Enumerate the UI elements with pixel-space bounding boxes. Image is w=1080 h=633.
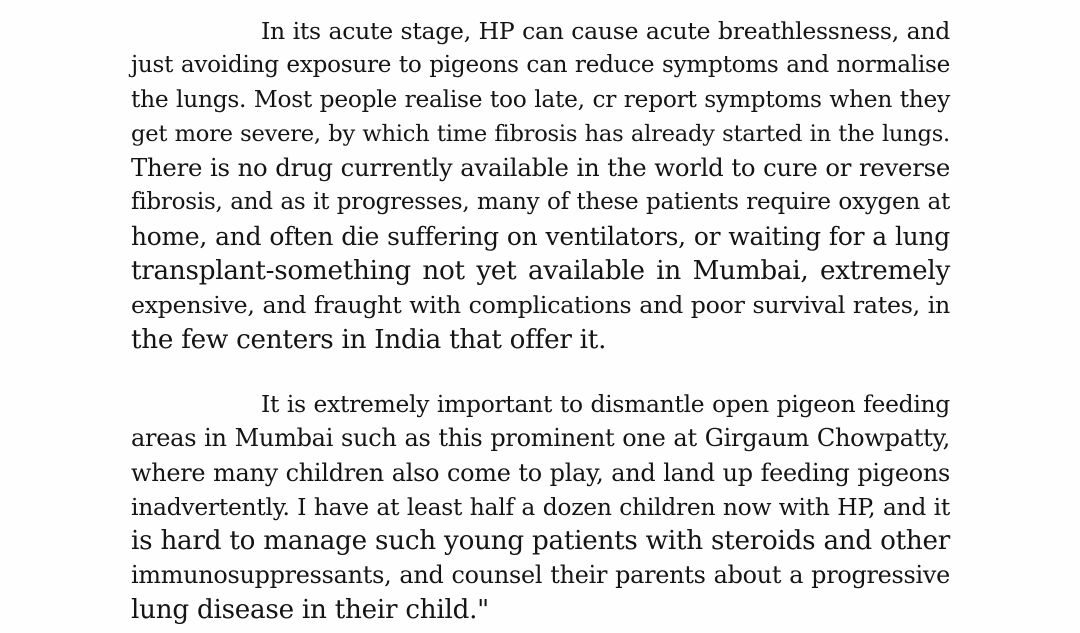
text-line: is hard to manage such young patients with steroids and other [131,526,950,557]
text-line: get more severe, by which time fibrosis has already started in the lungs. [131,120,950,147]
text-line: It is extremely important to dismantle open pigeon feeding [261,390,950,418]
text-line: the few centers in India that offer it. [131,324,607,355]
text-line: fibrosis, and as it progresses, many of these patients require oxygen at [131,189,950,216]
text-line: transplant-something not yet available in Mumbai, extremely [131,256,950,287]
text-line: In its acute stage, HP can cause acute breathlessness, and [261,17,950,45]
text-line: inadvertently. I have at least half a dozen children now with HP, and it [131,492,950,521]
text-line: areas in Mumbai such as this prominent one at Girgaum Chowpatty, [131,424,950,453]
text-line: lung disease in their child." [131,594,489,625]
text-line: expensive, and fraught with complications and poor survival rates, in [131,291,950,320]
text-line: There is no drug currently available in the world to cure or reverse [131,153,950,183]
text-line: where many children also come to play, and land up feeding pigeons [131,458,950,487]
paragraph-pigeon-feeding-areas [131,387,950,627]
text-line: immunosuppressants, and counsel their parents about a progressive [131,561,950,590]
paragraph-acute-stage [131,14,950,357]
text-line: the lungs. Most people realise too late, cr report symptoms when they [131,85,950,113]
text-line: just avoiding exposure to pigeons can reduce symptoms and normalise [131,52,950,79]
text-line: home, and often die suffering on ventilators, or waiting for a lung [131,221,950,251]
